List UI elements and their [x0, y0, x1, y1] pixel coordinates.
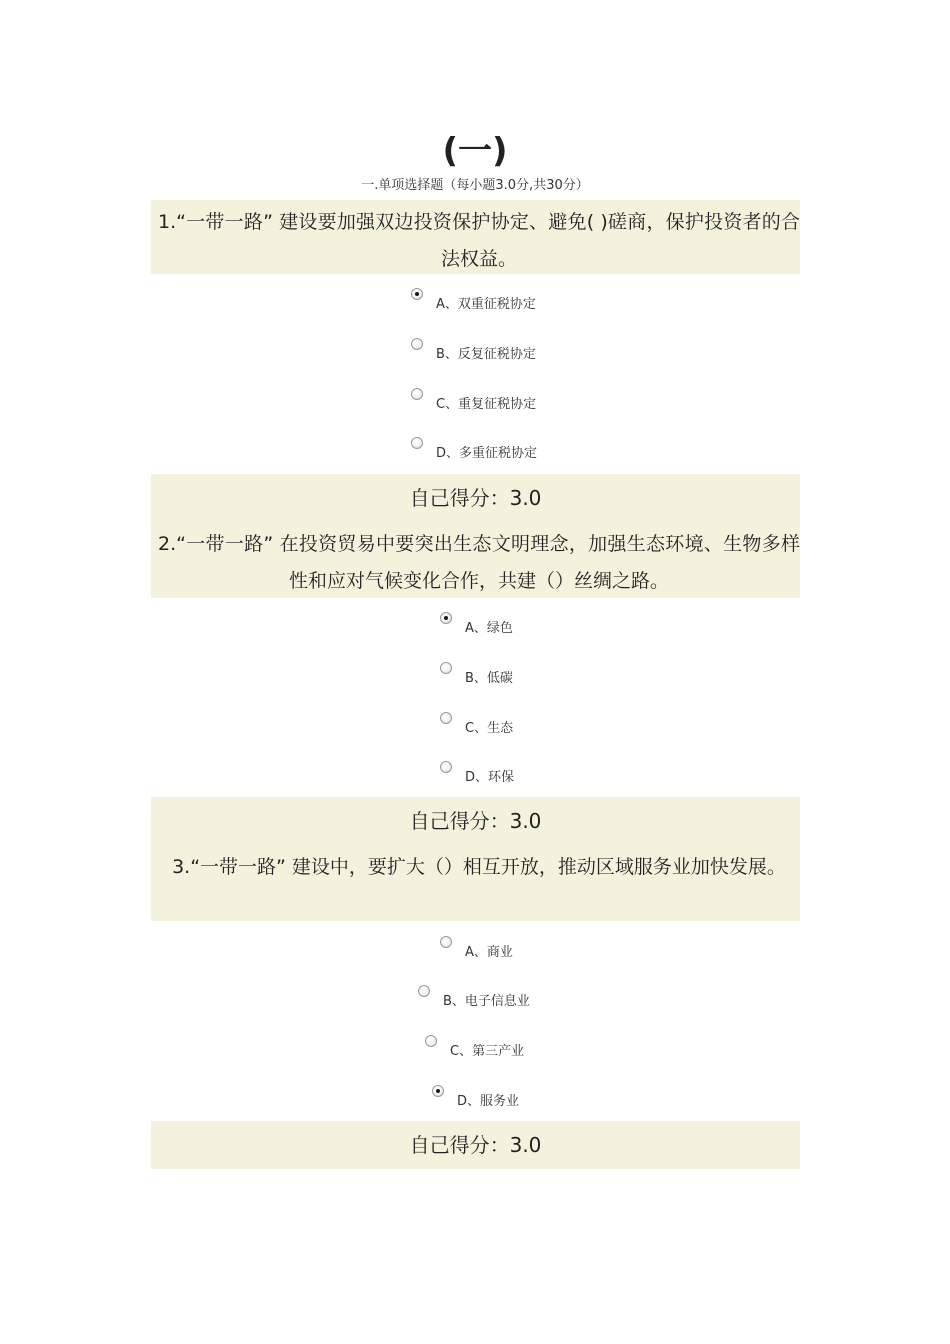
option-label: D、多重征税协定 [436, 446, 538, 461]
radio-unselected-icon[interactable] [411, 437, 423, 449]
radio-unselected-icon[interactable] [440, 936, 452, 948]
option-label: D、服务业 [457, 1094, 520, 1109]
score-2: 自己得分：3.0 [409, 809, 542, 833]
option-label: B、反复征税协定 [436, 347, 536, 362]
score-1: 自己得分：3.0 [409, 486, 542, 510]
score-question-band [151, 797, 800, 921]
score-question-band [151, 474, 800, 598]
radio-unselected-icon[interactable] [440, 761, 452, 773]
radio-dot [444, 616, 448, 620]
option-label: A、商业 [465, 945, 513, 960]
radio-selected-icon[interactable] [411, 288, 423, 300]
radio-selected-icon[interactable] [432, 1085, 444, 1097]
question-2-text: 2.“一带一路” 在投资贸易中要突出生态文明理念，加强生态环境、生物多样性和应对气候变化合作，共建（）丝绸之路。 [158, 533, 800, 592]
section-title: 一.单项选择题（每小题3.0分,共30分） [361, 178, 589, 193]
option-label: C、第三产业 [450, 1044, 525, 1059]
radio-unselected-icon[interactable] [440, 712, 452, 724]
question-1-text: 1.“一带一路” 建设要加强双边投资保护协定、避免( )磋商，保护投资者的合法权益。 [151, 200, 800, 274]
option-label: A、双重征税协定 [436, 297, 536, 312]
radio-selected-icon[interactable] [440, 612, 452, 624]
option-label: A、绿色 [465, 621, 513, 636]
option-label: D、环保 [465, 770, 515, 785]
option-label: B、低碳 [465, 671, 513, 686]
radio-unselected-icon[interactable] [411, 388, 423, 400]
radio-unselected-icon[interactable] [440, 662, 452, 674]
page-title: (一) [442, 131, 508, 171]
radio-dot [436, 1089, 440, 1093]
option-label: C、生态 [465, 721, 514, 736]
radio-unselected-icon[interactable] [425, 1035, 437, 1047]
score-3: 自己得分：3.0 [151, 1121, 800, 1169]
radio-unselected-icon[interactable] [418, 985, 430, 997]
radio-dot [415, 292, 419, 296]
option-label: C、重复征税协定 [436, 397, 537, 412]
option-label: B、电子信息业 [443, 994, 530, 1009]
question-3-text: 3.“一带一路” 建设中，要扩大（）相互开放，推动区域服务业加快发展。 [172, 856, 786, 878]
radio-unselected-icon[interactable] [411, 338, 423, 350]
